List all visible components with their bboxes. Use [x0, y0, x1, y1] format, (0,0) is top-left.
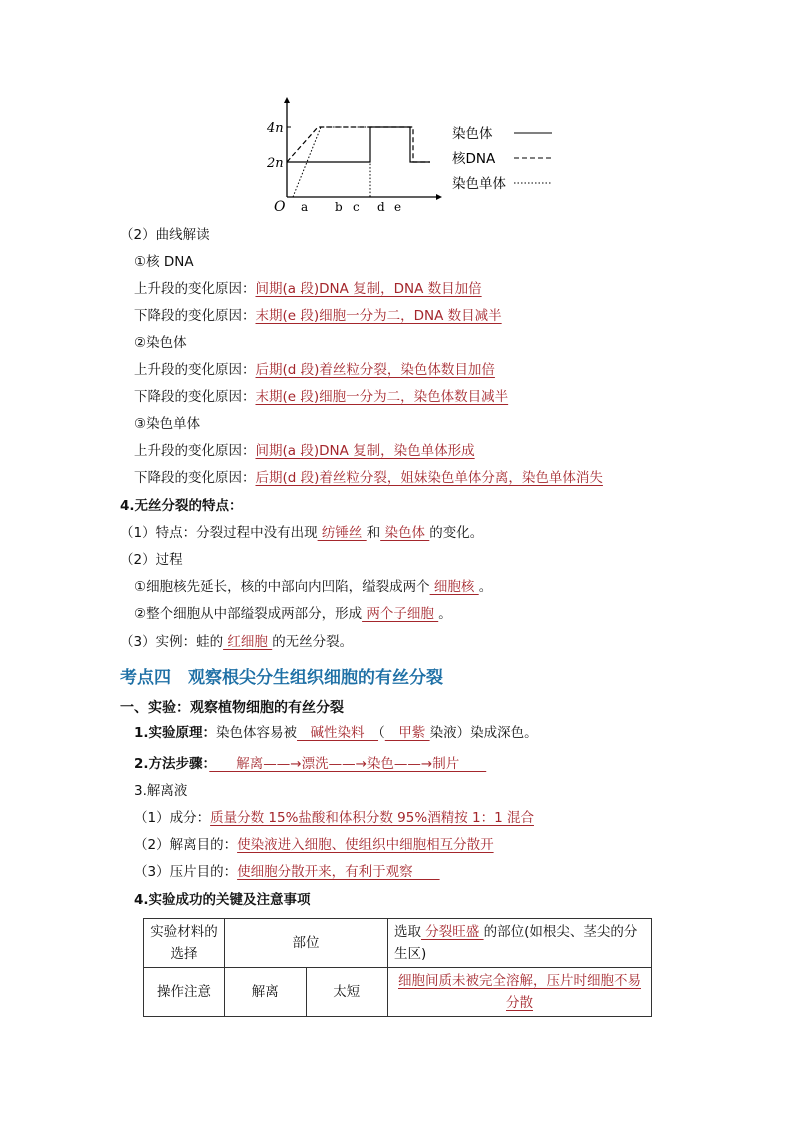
composition-label: （1）成分： [134, 810, 211, 826]
squash-purpose [134, 863, 440, 881]
table-cell-consequence [388, 968, 652, 1017]
table-cell-part: 部位 [225, 919, 388, 968]
x-tick-label: e [394, 200, 402, 214]
table-cell-dissociation: 解离 [225, 968, 307, 1017]
amitosis-step-1 [134, 578, 492, 596]
amitosis-example-line [120, 633, 353, 651]
chromosome-down-line [134, 388, 508, 406]
table-cell-too-short: 太短 [306, 968, 388, 1017]
example-text-a: （3）实例：蛙的 [120, 634, 224, 650]
dna-up-line [134, 280, 482, 298]
steps-line [134, 755, 486, 773]
chromatid-down-prefix: 下降段的变化原因： [134, 470, 256, 486]
chromatid-up-answer: 间期(a 段)DNA 复制，染色单体形成 [255, 443, 475, 459]
principle-text-b: （ [378, 725, 385, 741]
feature-text-a: （1）特点：分裂过程中没有出现 [120, 525, 318, 541]
chromosome-up-answer: 后期(d 段)着丝粒分裂，染色体数目加倍 [255, 362, 495, 378]
dna-up-answer: 间期(a 段)DNA 复制，DNA 数目加倍 [255, 281, 482, 297]
dissociation-composition [134, 809, 534, 827]
dna-down-answer: 末期(e 段)细胞一分为二，DNA 数目减半 [255, 308, 502, 324]
table-cell-part-detail [388, 919, 652, 968]
principle-answer-gentian: 甲紫 [384, 725, 430, 741]
experiment-title: 一、实验：观察植物细胞的有丝分裂 [120, 700, 344, 716]
dna-label: ①核 DNA [134, 254, 194, 270]
step2-text: ②整个细胞从中部缢裂成两部分，形成 [134, 606, 363, 622]
feature-text-c: 的变化。 [429, 525, 484, 541]
chromosome-up-line [134, 361, 495, 379]
chromosome-label: ②染色体 [134, 335, 187, 351]
step2-answer: 两个子细胞 [362, 606, 439, 622]
amitosis-feature-line [120, 524, 483, 542]
step1-answer: 细胞核 [429, 579, 479, 595]
part-detail-answer: 分裂旺盛 [421, 924, 484, 940]
chromatid-down-answer: 后期(d 段)着丝粒分裂，姐妹染色单体分离，染色单体消失 [255, 470, 603, 486]
steps-label: 2.方法步骤： [134, 756, 210, 772]
chromatid-down-line [134, 469, 603, 487]
x-tick-label: c [353, 200, 360, 214]
section-heading-kd4: 考点四 观察根尖分生组织细胞的有丝分裂 [120, 668, 443, 688]
chromosome-down-answer: 末期(e 段)细胞一分为二，染色体数目减半 [255, 389, 509, 405]
chromatid-up-line [134, 442, 475, 460]
x-tick-label: a [301, 200, 309, 214]
key-notes-title: 4.实验成功的关键及注意事项 [134, 892, 311, 908]
legend-label: 染色体 [452, 126, 493, 142]
legend-label: 核DNA [452, 151, 496, 167]
step2-end: 。 [438, 606, 452, 622]
table-row [144, 919, 652, 968]
example-text-b: 的无丝分裂。 [272, 634, 354, 650]
x-tick-label: d [377, 200, 385, 214]
x-tick-label: b [335, 200, 343, 214]
dna-down-line [134, 307, 502, 325]
purpose-label: （2）解离目的： [134, 837, 238, 853]
steps-answer: 解离——→漂洗——→染色——→制片 [209, 756, 487, 772]
purpose-answer: 使染液进入细胞、使组织中细胞相互分散开 [237, 837, 494, 853]
step1-text: ①细胞核先延长，核的中部向内凹陷，缢裂成两个 [134, 579, 430, 595]
y-axis-arrow [284, 97, 290, 103]
amitosis-step-2 [134, 605, 452, 623]
principle-label: 1.实验原理： [134, 725, 217, 741]
table-row [144, 968, 652, 1017]
feature-text-b: 和 [366, 525, 381, 541]
principle-answer-dye: 碱性染料 [297, 725, 379, 741]
cell-cycle-chart [0, 0, 794, 220]
table-cell-material: 实验材料的选择 [144, 919, 225, 968]
chromatid-up-prefix: 上升段的变化原因： [134, 443, 256, 459]
chromosome-up-prefix: 上升段的变化原因： [134, 362, 256, 378]
chromosome-down-prefix: 下降段的变化原因： [134, 389, 256, 405]
dissociation-purpose [134, 836, 494, 854]
consequence-answer: 细胞间质未被完全溶解，压片时细胞不易分散 [398, 973, 641, 1011]
squash-answer: 使细胞分散开来，有利于观察 [237, 864, 440, 880]
amitosis-title: 4.无丝分裂的特点： [120, 498, 243, 514]
part-detail-b: 的部位(如根尖、茎尖的分生区) [394, 924, 638, 962]
y-tick-label: 2n [267, 156, 284, 171]
composition-answer: 质量分数 15%盐酸和体积分数 95%酒精按 1：1 混合 [210, 810, 534, 826]
series-dna-line [287, 127, 430, 162]
chromatid-label: ③染色单体 [134, 416, 201, 432]
section-curve-reading-title: （2）曲线解读 [120, 227, 210, 243]
principle-text-a: 染色体容易被 [216, 725, 298, 741]
dissociation-title: 3.解离液 [134, 783, 188, 799]
amitosis-process-title: （2）过程 [120, 552, 183, 568]
part-detail-a: 选取 [394, 924, 421, 940]
origin-label: O [274, 199, 286, 215]
dna-up-prefix: 上升段的变化原因： [134, 281, 256, 297]
step1-end: 。 [478, 579, 493, 595]
example-answer: 红细胞 [223, 634, 273, 650]
principle-line [134, 724, 538, 742]
dna-down-prefix: 下降段的变化原因： [134, 308, 256, 324]
legend-label: 染色单体 [452, 176, 506, 192]
x-axis-arrow [436, 194, 442, 200]
key-notes-table [143, 918, 652, 1017]
y-tick-label: 4n [267, 121, 284, 136]
squash-label: （3）压片目的： [134, 864, 238, 880]
feature-answer-chromosome: 染色体 [380, 525, 430, 541]
series-chromosome-line [287, 127, 430, 162]
table-cell-operation: 操作注意 [144, 968, 225, 1017]
principle-text-c: 染液）染成深色。 [429, 725, 538, 741]
feature-answer-spindle: 纺锤丝 [317, 525, 367, 541]
